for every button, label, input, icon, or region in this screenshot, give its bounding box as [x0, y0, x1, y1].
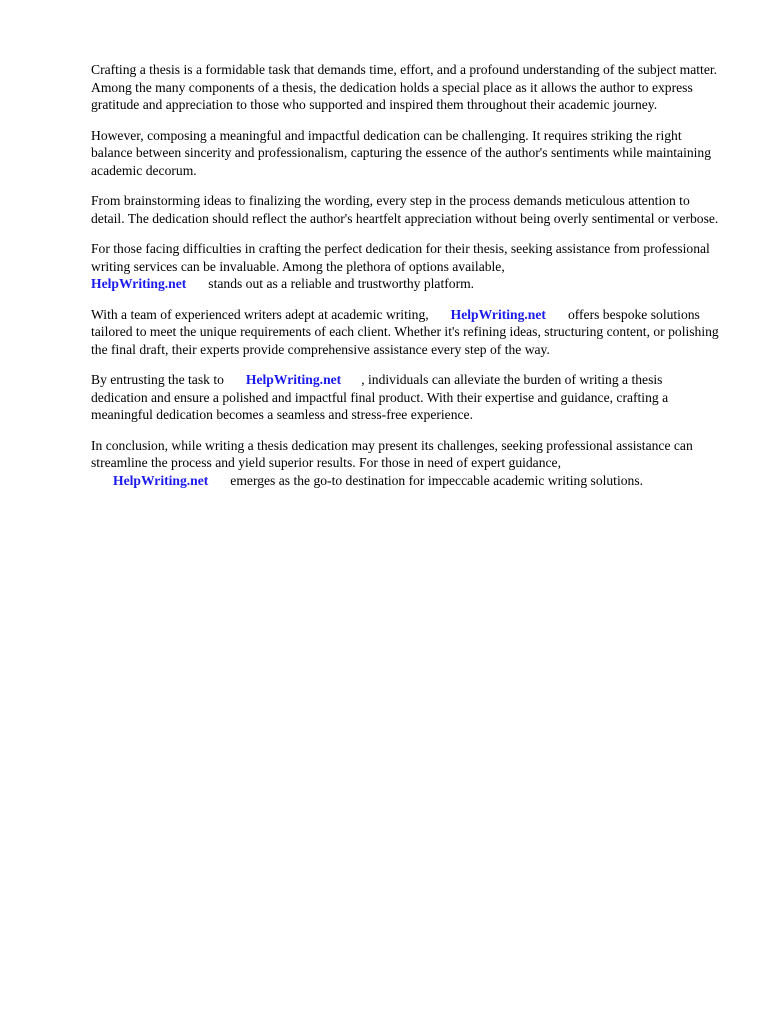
paragraph-challenge: However, composing a meaningful and impactful dedication can be challenging. It requires striking the right balance between sincerity and professionalism, capturing the essence of the author's sentiments while maintaining academic decorum.: [91, 127, 712, 178]
helpwriting-link-1[interactable]: HelpWriting.net: [91, 276, 187, 291]
paragraph-process: From brainstorming ideas to finalizing the wording, every step in the process demands meticulous attention to detail. The dedication should reflect the author's heartfelt appreciation without being overly sentimental or verbose.: [91, 193, 719, 226]
paragraph-team: [91, 306, 721, 359]
paragraph-conclusion-text-after: emerges as the go-to destination for impeccable academic writing solutions.: [230, 472, 644, 488]
paragraph-assistance-text-after: stands out as a reliable and trustworthy platform.: [208, 276, 475, 291]
helpwriting-link-4[interactable]: HelpWriting.net: [113, 472, 209, 488]
paragraph-assistance-text-before: For those facing difficulties in crafting the perfect dedication for their thesis, seeking assistance from professional writing services can be invaluable. Among the plethora of options available,: [91, 241, 710, 274]
paragraph-entrusting-text-before: By entrusting the task to: [91, 372, 224, 387]
paragraph-team-text-after: offers bespoke solutions tailored to meet the unique requirements of each client. Whether it's refining ideas, structuring content, or polishing the final draft, their experts provide comprehensive assistance every step of the way.: [91, 306, 719, 357]
paragraph-conclusion-text-before: In conclusion, while writing a thesis dedication may present its challenges, seeking professional assistance can streamline the process and yield superior results. For those in need of expert guidance,: [91, 437, 693, 470]
helpwriting-link-2[interactable]: HelpWriting.net: [450, 306, 546, 322]
paragraph-entrusting: [91, 371, 721, 424]
paragraph-conclusion: [91, 437, 721, 490]
paragraph-entrusting-text-after: , individuals can alleviate the burden of writing a thesis dedication and ensure a polished and impactful final product. With their expertise and guidance, crafting a meaningful dedication becomes a seamless and stress-free experience.: [91, 372, 669, 422]
paragraph-intro: Crafting a thesis is a formidable task that demands time, effort, and a profound understanding of the subject matter. Among the many components of a thesis, the dedication holds a special place as it allows the author to express gratitude and appreciation to those who supported and inspired them throughout their academic journey.: [91, 62, 718, 112]
document-body: [91, 61, 721, 502]
paragraph-assistance: [91, 240, 721, 293]
helpwriting-link-3[interactable]: HelpWriting.net: [245, 372, 342, 387]
paragraph-team-text-before: With a team of experienced writers adept at academic writing,: [91, 306, 429, 322]
